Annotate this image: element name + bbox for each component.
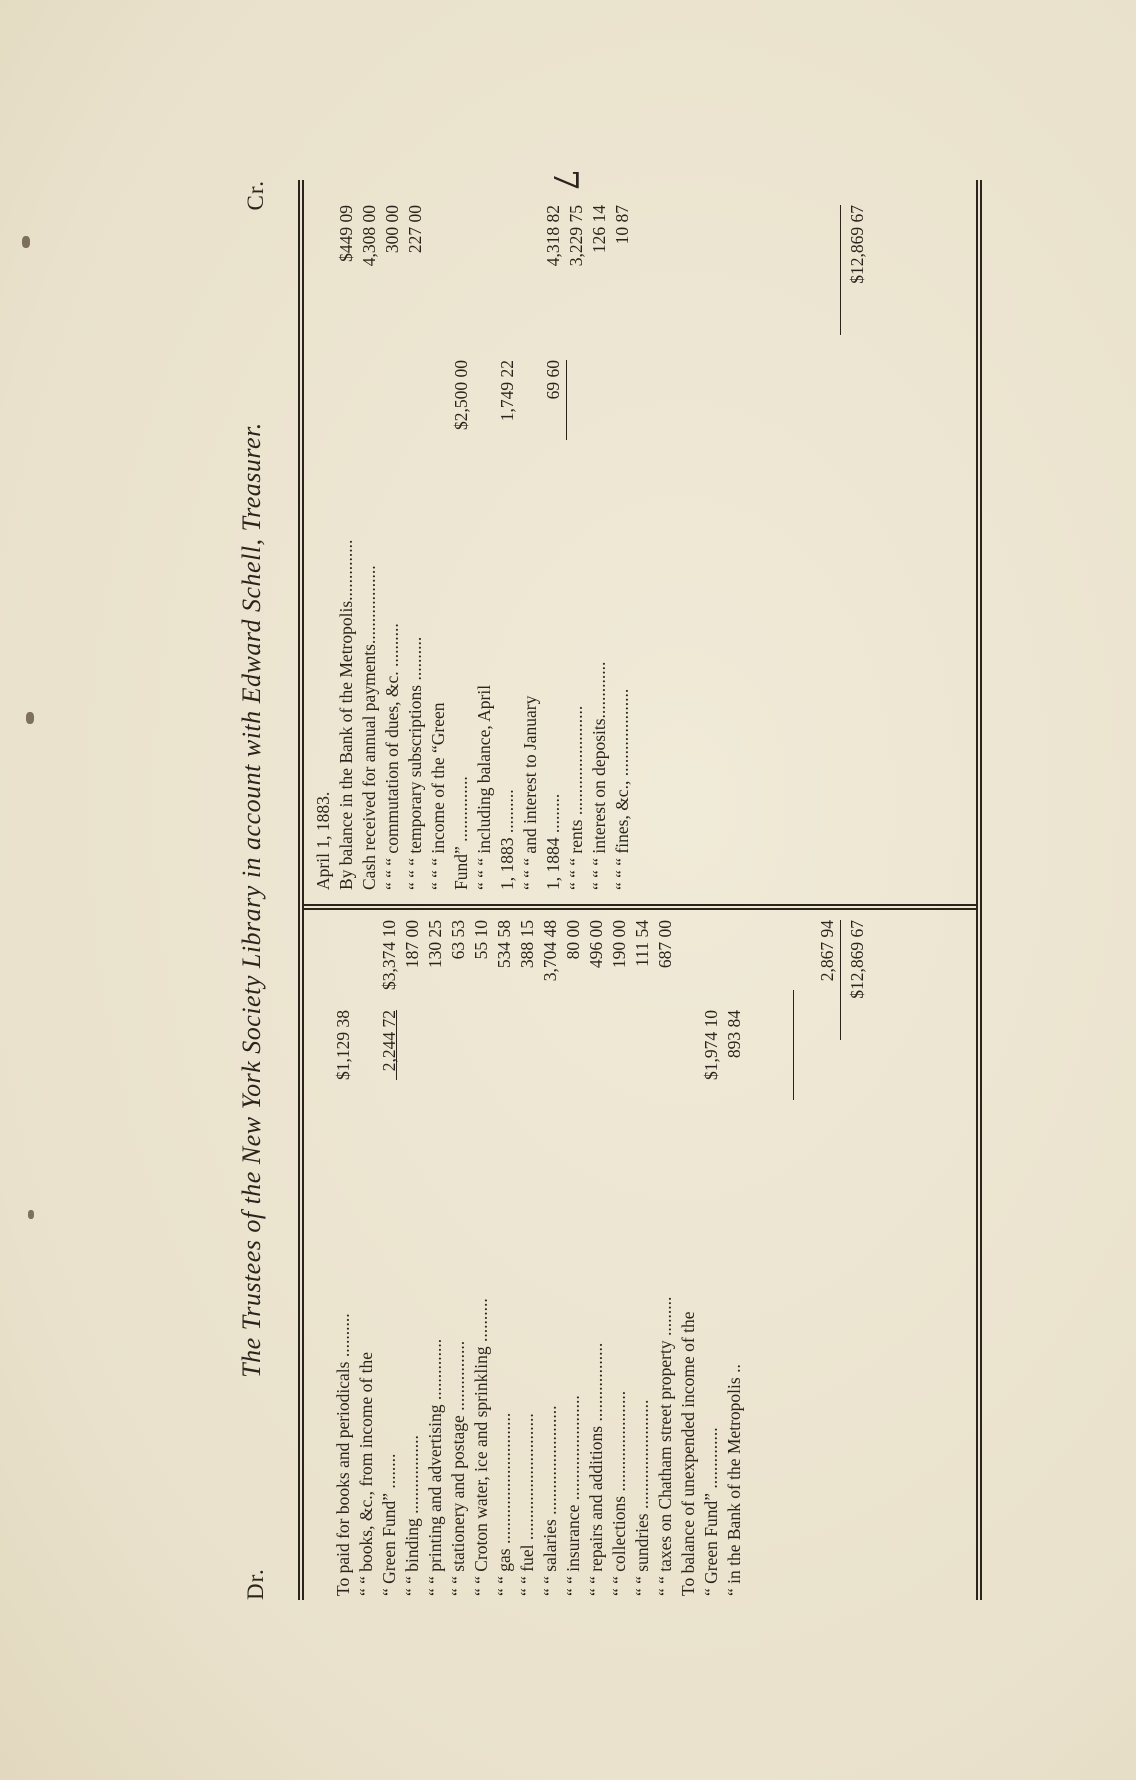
entry-label: “ in the Bank of the Metropolis .. — [724, 1364, 744, 1596]
page-number: 7 — [544, 169, 585, 191]
entry-subamount: $2,500 00 — [451, 360, 471, 430]
entry-subamount: $1,129 38 — [333, 1010, 353, 1080]
entry-amount: 3,704 48 — [540, 920, 560, 982]
entry-label: To paid for books and periodicals .......... — [333, 1313, 353, 1596]
entry-amount: $3,374 10 — [379, 920, 399, 990]
entry-label: “ “ fuel ............................. — [517, 1413, 537, 1596]
bottom-rule-double — [980, 180, 982, 1600]
subtotal-rule — [566, 360, 567, 440]
entry-amount: 3,229 75 — [566, 205, 586, 267]
ledger-header — [237, 180, 296, 1600]
entry-label: By balance in the Bank of the Metropolis.............. — [336, 539, 356, 890]
entry-label: Cash received for annual payments.................. — [359, 565, 379, 890]
entry-label: “ “ “ rents ......................... — [566, 705, 586, 890]
debit-balance-total-rule — [793, 990, 794, 1100]
credit-grand-total-rule — [840, 205, 841, 335]
entry-amount: 126 14 — [589, 205, 609, 254]
credit-grand-total: $12,869 67 — [847, 205, 867, 284]
debit-grand-total-rule — [840, 920, 841, 1040]
header-rule-double — [302, 180, 304, 1600]
debit-grand-total: $12,869 67 — [847, 920, 867, 999]
entry-label: 1, 1884 ......... — [543, 793, 563, 890]
entry-label: “ “ Croton water, ice and sprinkling .......... — [471, 1298, 491, 1596]
entry-subamount: 1,749 22 — [497, 360, 517, 422]
entry-label: “ “ books, &c., from income of the — [356, 1352, 376, 1596]
entry-label: “ “ “ commutation of dues, &c. .......... — [382, 623, 402, 890]
entry-label: 1, 1883 .......... — [497, 789, 517, 890]
entry-label: “ “ “ temporary subscriptions .......... — [405, 636, 425, 890]
debit-balance-total: 2,867 94 — [817, 920, 837, 982]
entry-label: “ “ repairs and additions .................. — [586, 1342, 606, 1596]
entry-label: “ “ taxes on Chatham street property ......... — [655, 1296, 675, 1596]
entry-amount: 388 15 — [517, 920, 537, 969]
entry-label: “ “ salaries ......................... — [540, 1405, 560, 1596]
entry-amount: 55 10 — [471, 920, 491, 960]
entry-label: “ “ insurance ........................ — [563, 1395, 583, 1596]
entry-label: “ “ “ including balance, April — [474, 684, 494, 890]
entry-label: “ “ stationery and postage ................ — [448, 1340, 468, 1596]
treasurer-account-ledger — [237, 180, 980, 1600]
entry-amount: 63 53 — [448, 920, 468, 960]
subtotal-rule — [396, 1010, 397, 1080]
paper-speck — [28, 1210, 34, 1219]
entry-amount: 496 00 — [586, 920, 606, 969]
entry-label: Fund” ............... — [451, 776, 471, 890]
entry-label: “ “ collections ....................... — [609, 1390, 629, 1596]
column-divider-double — [304, 905, 976, 907]
entry-subamount: 893 84 — [724, 1010, 744, 1059]
bottom-rule — [976, 180, 978, 1600]
paper-speck — [26, 712, 34, 724]
paper-speck — [22, 236, 30, 248]
entry-label: “ “ “ and interest to January — [520, 695, 540, 890]
header-rule — [298, 180, 300, 1600]
entry-label: “ “ binding .................. — [402, 1435, 422, 1596]
entry-amount: 130 25 — [425, 920, 445, 969]
debit-label: Dr. — [243, 1568, 268, 1600]
entry-amount: 4,308 00 — [359, 205, 379, 267]
entry-label: April 1, 1883. — [313, 791, 333, 890]
entry-amount: 111 54 — [632, 920, 652, 967]
entry-amount: 4,318 82 — [543, 205, 563, 267]
entry-amount: 10 87 — [612, 205, 632, 245]
ledger-title: The Trustees of the New York Society Library in account with Edward Schell, Treasurer. — [237, 422, 266, 1378]
entry-amount: 190 00 — [609, 920, 629, 969]
entry-amount: 80 00 — [563, 920, 583, 960]
entry-subamount: 69 60 — [543, 360, 563, 400]
entry-label: “ Green Fund” ........ — [379, 1453, 399, 1596]
entry-label: “ “ gas .............................. — [494, 1412, 514, 1596]
entry-label: “ “ “ fines, &c., .................... — [612, 688, 632, 890]
column-divider — [304, 909, 976, 911]
entry-subamount: 2,244 72 — [379, 1010, 399, 1072]
entry-amount: $449 09 — [336, 205, 356, 262]
entry-amount: 227 00 — [405, 205, 425, 254]
entry-amount: 534 58 — [494, 920, 514, 969]
entry-amount: 687 00 — [655, 920, 675, 969]
entry-label: “ “ sundries ......................... — [632, 1399, 652, 1596]
entry-label: “ “ printing and advertising .............. — [425, 1338, 445, 1596]
entry-label: “ Green Fund” .............. — [701, 1427, 721, 1596]
entry-amount: 300 00 — [382, 205, 402, 254]
entry-amount: 187 00 — [402, 920, 422, 969]
entry-label: “ “ “ interest on deposits............. — [589, 661, 609, 890]
entry-label: “ “ “ income of the “Green — [428, 702, 448, 890]
entry-label: To balance of unexpended income of the — [678, 1311, 698, 1596]
entry-subamount: $1,974 10 — [701, 1010, 721, 1080]
credit-label: Cr. — [243, 180, 268, 211]
